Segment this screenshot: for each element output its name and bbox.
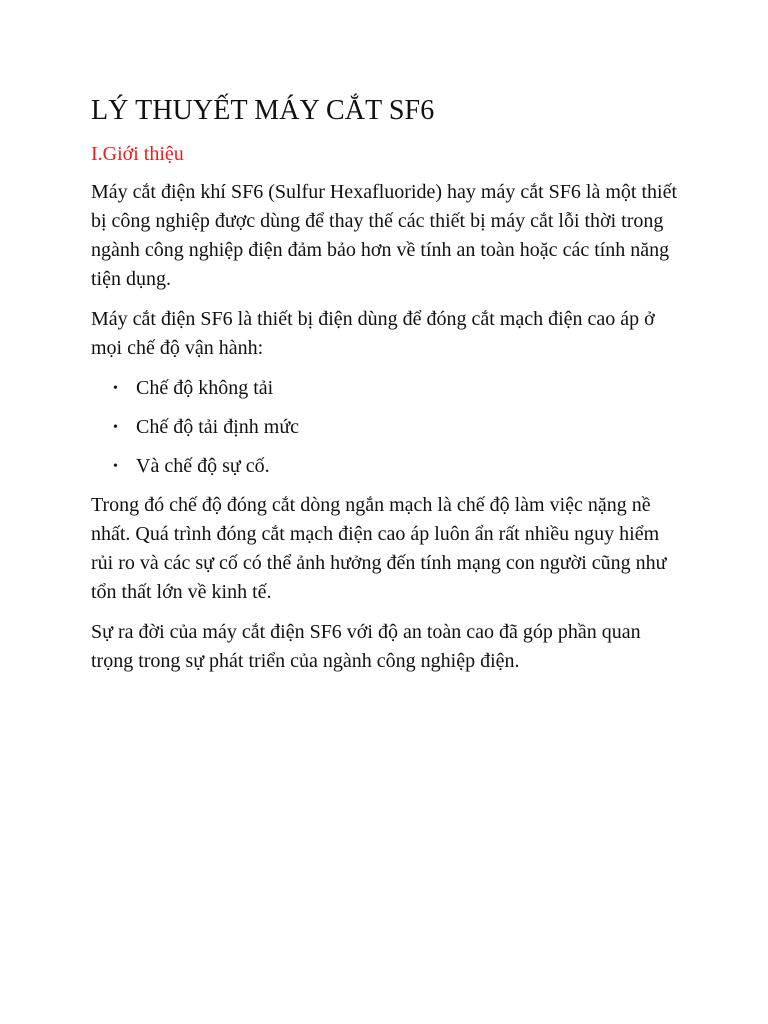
bullet-icon: • <box>113 459 118 474</box>
list-item <box>91 374 681 403</box>
paragraph-short-circuit: Trong đó chế độ đóng cắt dòng ngắn mạch là chế độ làm việc nặng nề nhất. Quá trình đóng cắt mạch điện cao áp luôn ẩn rất nhiều nguy hiểm rủi ro và các sự cố có thể ảnh hưởng đến tính mạng con người cũng như tổn thất lớn về kinh tế. <box>91 494 667 603</box>
paragraph-intro: Máy cắt điện khí SF6 (Sulfur Hexafluoride) hay máy cắt SF6 là một thiết bị công nghiệp được dùng để thay thế các thiết bị máy cắt lỗi thời trong ngành công nghiệp điện đảm bảo hơn về tính an toàn hoặc các tính năng tiện dụng. <box>91 181 677 290</box>
paragraph-conclusion: Sự ra đời của máy cắt điện SF6 với độ an toàn cao đã góp phần quan trọng trong sự phát triển của ngành công nghiệp điện. <box>91 621 641 672</box>
document-page <box>91 92 681 687</box>
paragraph-operating-modes: Máy cắt điện SF6 là thiết bị điện dùng để đóng cắt mạch điện cao áp ở mọi chế độ vận hành: <box>91 308 655 359</box>
list-item-text: Và chế độ sự cố. <box>136 455 270 477</box>
list-item <box>91 452 681 481</box>
operating-modes-list <box>91 374 681 481</box>
document-title: LÝ THUYẾT MÁY CẮT SF6 <box>91 95 435 126</box>
bullet-icon: • <box>113 381 118 396</box>
section-heading-introduction: I.Giới thiệu <box>91 143 184 165</box>
bullet-icon: • <box>113 420 118 435</box>
list-item <box>91 413 681 442</box>
list-item-text: Chế độ không tải <box>136 377 274 399</box>
list-item-text: Chế độ tải định mức <box>136 416 300 438</box>
